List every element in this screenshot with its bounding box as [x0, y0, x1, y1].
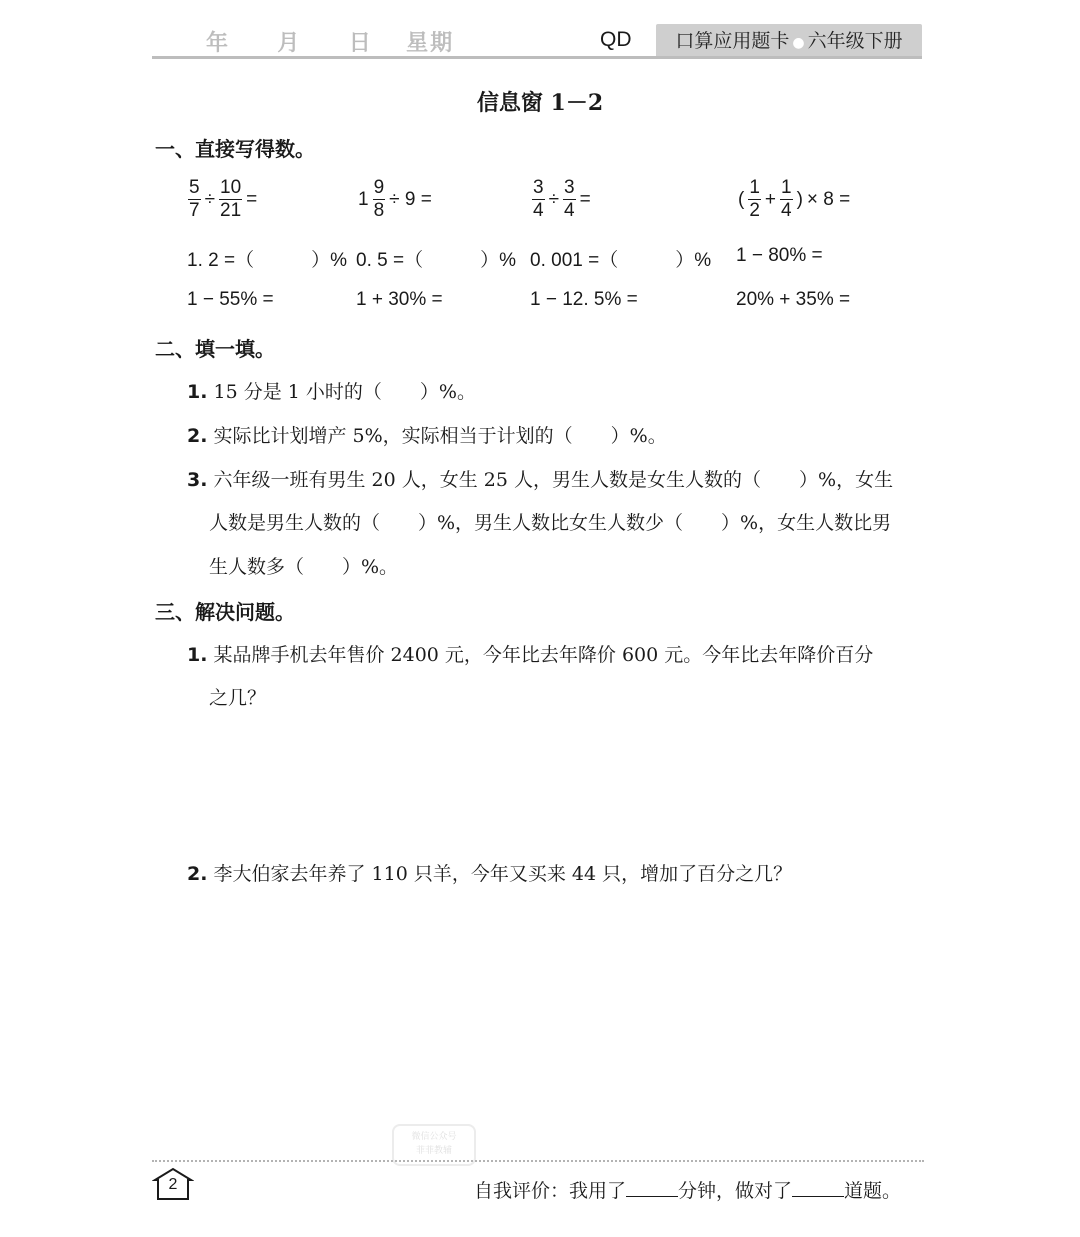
calc-rest: ÷ 9 = — [389, 188, 432, 210]
frac-den: 4 — [533, 200, 544, 221]
frac-den: 4 — [781, 200, 792, 221]
question-number: 1. — [187, 381, 208, 403]
calc-3c: 1 − 12. 5% = — [530, 289, 638, 310]
operator: ÷ — [548, 188, 560, 210]
question-number: 1. — [187, 644, 208, 666]
operator: ÷ — [204, 188, 216, 210]
edition-code: QD — [600, 28, 632, 51]
frac-num: 1 — [781, 177, 792, 198]
problem-1-line2: 之几？ — [209, 687, 267, 709]
question-number: 2. — [187, 425, 208, 447]
frac-den: 7 — [189, 200, 200, 221]
calc-1c — [530, 177, 593, 222]
watermark-line-1: 微信公众号 — [411, 1132, 457, 1142]
badge-dot-icon: ● — [792, 35, 805, 51]
date-fields — [206, 26, 454, 57]
calc-1a — [186, 177, 259, 222]
calc-rest: × 8 = — [806, 188, 851, 210]
mixed-whole: 1 — [358, 188, 369, 210]
book-grade: 六年级下册 — [807, 30, 903, 52]
section-3-heading: 三、解决问题。 — [155, 600, 295, 624]
date-day: 日 — [348, 31, 373, 56]
eval-mid: 分钟，做对了 — [678, 1180, 793, 1202]
frac-num: 1 — [749, 177, 760, 198]
date-weekday: 星期 — [406, 31, 455, 56]
eval-prefix: 自我评价：我用了 — [474, 1180, 627, 1202]
equals: = — [579, 188, 591, 210]
book-series: 口算应用题卡 — [675, 30, 790, 52]
fill-question-3 — [187, 465, 893, 492]
frac-den: 4 — [564, 200, 575, 221]
frac-den: 21 — [220, 200, 242, 221]
frac-num: 10 — [220, 177, 242, 198]
correct-count-blank[interactable] — [792, 1178, 844, 1197]
calc-2c: 0. 001 =（ ）% — [530, 250, 712, 271]
fill-question-3-line3: 生人数多（ ）%。 — [209, 556, 399, 578]
self-evaluation — [474, 1176, 901, 1203]
watermark-line-2: 菲菲教辅 — [415, 1146, 452, 1156]
page-title: 信息窗 1－2 — [476, 90, 604, 116]
question-text: 李大伯家去年养了 110 只羊，今年又买来 44 只，增加了百分之几？ — [213, 863, 793, 885]
frac-den: 8 — [373, 200, 385, 221]
calc-2b: 0. 5 =（ ）% — [356, 250, 516, 271]
eval-suffix: 道题。 — [844, 1180, 902, 1202]
paren-close: ) — [796, 188, 803, 210]
page-number: 2 — [168, 1176, 178, 1193]
footer-rule — [152, 1160, 924, 1162]
date-year: 年 — [206, 31, 231, 56]
frac-num: 5 — [189, 177, 200, 198]
question-number: 3. — [187, 469, 208, 491]
frac-num: 3 — [533, 177, 544, 198]
date-month: 月 — [277, 31, 302, 56]
question-text: 实际比计划增产 5%，实际相当于计划的（ ）%。 — [213, 425, 667, 447]
question-text: 15 分是 1 小时的（ ）%。 — [213, 381, 476, 403]
calc-2a: 1. 2 =（ ）% — [187, 250, 347, 271]
problem-1 — [187, 640, 873, 667]
frac-num: 9 — [373, 177, 385, 198]
section-1-heading: 一、直接写得数。 — [155, 137, 315, 161]
frac-den: 2 — [749, 200, 760, 221]
book-badge — [656, 24, 922, 58]
frac-num: 3 — [564, 177, 575, 198]
calc-1d — [736, 177, 852, 222]
paren-open: ( — [738, 188, 745, 210]
question-text: 某品牌手机去年售价 2400 元，今年比去年降价 600 元。今年比去年降价百分 — [213, 644, 874, 666]
problem-2 — [187, 859, 792, 886]
fill-question-3-line2: 人数是男生人数的（ ）%，男生人数比女生人数少（ ）%，女生人数比男 — [209, 512, 892, 534]
calc-2d: 1 − 80% = — [736, 245, 823, 266]
question-text: 六年级一班有男生 20 人，女生 25 人，男生人数是女生人数的（ ）%，女生 — [213, 469, 894, 491]
fill-question-1 — [187, 377, 476, 404]
calc-3b: 1 + 30% = — [356, 289, 443, 310]
fill-question-2 — [187, 421, 667, 448]
calc-3d: 20% + 35% = — [736, 289, 851, 310]
equals: = — [246, 188, 258, 210]
calc-1b — [356, 177, 434, 222]
section-2-heading: 二、填一填。 — [155, 337, 275, 361]
question-number: 2. — [187, 863, 208, 885]
minutes-blank[interactable] — [626, 1178, 678, 1197]
page-number-house-icon — [152, 1166, 194, 1202]
operator: + — [764, 188, 777, 210]
header-rule — [152, 56, 922, 59]
calc-3a: 1 − 55% = — [187, 289, 274, 310]
